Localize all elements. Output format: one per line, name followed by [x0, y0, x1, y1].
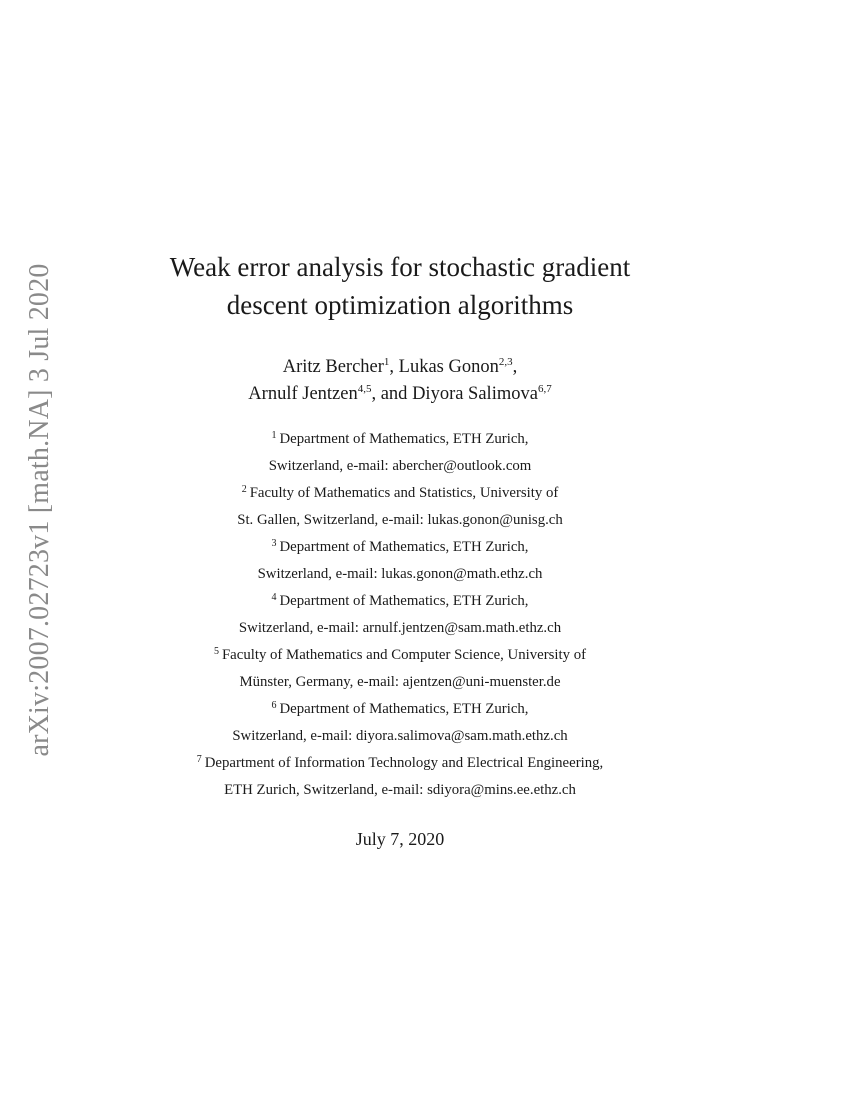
author-name: Aritz Bercher: [282, 357, 384, 377]
affiliation-item: [150, 534, 650, 587]
author-separator: , and: [371, 384, 413, 404]
author-list: [150, 354, 650, 408]
publication-date: July 7, 2020: [355, 829, 445, 849]
affiliation-mark: 4: [271, 592, 277, 603]
affiliation-mark: 5: [213, 646, 219, 657]
affiliation-mark: 3: [271, 538, 277, 549]
affiliation-item: [150, 588, 650, 641]
affiliation-item: [150, 642, 650, 695]
affiliation-item: [150, 426, 650, 479]
affiliation-line: Department of Mathematics, ETH Zurich,: [279, 701, 529, 717]
title-line-2: descent optimization algorithms: [226, 290, 574, 320]
affiliation-mark: 1: [271, 430, 277, 441]
author-line-1: [150, 354, 650, 381]
affiliation-line: Switzerland, e-mail: diyora.salimova@sam.math.ethz.ch: [232, 727, 568, 744]
affiliation-item: [150, 480, 650, 533]
affiliation-mark: 7: [196, 754, 202, 765]
author-name: Lukas Gonon: [398, 357, 499, 377]
affiliation-mark: 6: [271, 700, 277, 711]
affiliation-line: Department of Information Technology and Electrical Engineering,: [204, 755, 604, 771]
author-affiliation-mark: 1: [383, 356, 390, 368]
affiliation-line: Faculty of Mathematics and Computer Science, University of: [221, 647, 587, 663]
affiliation-line: Department of Mathematics, ETH Zurich,: [279, 539, 529, 555]
affiliation-item: [150, 750, 650, 803]
author-separator: ,: [512, 357, 518, 377]
affiliation-line: ETH Zurich, Switzerland, e-mail: sdiyora@mins.ee.ethz.ch: [224, 781, 576, 798]
author-name: Arnulf Jentzen: [248, 384, 358, 404]
paper-title: [150, 248, 650, 324]
affiliation-line: Switzerland, e-mail: lukas.gonon@math.ethz.ch: [257, 565, 543, 582]
author-affiliation-mark: 2,3: [498, 356, 513, 368]
affiliation-line: Faculty of Mathematics and Statistics, University of: [249, 485, 559, 501]
author-name: Diyora Salimova: [412, 384, 538, 404]
author-separator: ,: [389, 357, 399, 377]
author-line-2: [150, 381, 650, 408]
author-affiliation-mark: 4,5: [357, 383, 372, 395]
arxiv-identifier: arXiv:2007.02723v1 [math.NA] 3 Jul 2020: [24, 263, 55, 757]
title-page: [150, 248, 650, 852]
affiliation-line: Department of Mathematics, ETH Zurich,: [279, 593, 529, 609]
affiliation-line: Switzerland, e-mail: abercher@outlook.com: [268, 457, 532, 474]
title-line-1: Weak error analysis for stochastic gradient: [169, 252, 631, 282]
affiliation-item: [150, 696, 650, 749]
affiliation-line: Switzerland, e-mail: arnulf.jentzen@sam.math.ethz.ch: [238, 619, 562, 636]
affiliation-line: Department of Mathematics, ETH Zurich,: [279, 431, 529, 447]
author-affiliation-mark: 6,7: [537, 383, 552, 395]
affiliation-list: [150, 426, 650, 803]
affiliation-line: Münster, Germany, e-mail: ajentzen@uni-muenster.de: [239, 673, 561, 690]
affiliation-mark: 2: [241, 484, 247, 495]
affiliation-line: St. Gallen, Switzerland, e-mail: lukas.gonon@unisg.ch: [237, 511, 563, 528]
